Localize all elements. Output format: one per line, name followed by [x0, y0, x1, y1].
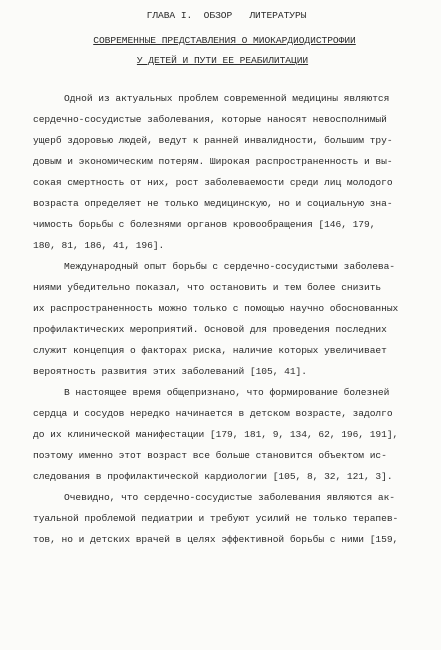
body-line: 180, 81, 186, 41, 196].	[33, 240, 165, 251]
body-line: Международный опыт борьбы с сердечно-сосудистыми заболева-	[64, 261, 396, 272]
chapter-heading: ГЛАВА I. ОБЗОР ЛИТЕРАТУРЫ	[146, 10, 307, 21]
body-line: Одной из актуальных проблем современной медицины являются	[64, 93, 390, 104]
body-line: профилактических мероприятий. Основой для проведения последних	[33, 324, 387, 335]
body-line: следования в профилактической кардиологии [105, 8, 32, 121, 3].	[33, 471, 393, 482]
body-line: сердечно-сосудистые заболевания, которые наносят невосполнимый	[33, 114, 387, 125]
section-title-line-1: СОВРЕМЕННЫЕ ПРЕДСТАВЛЕНИЯ О МИОКАРДИОДИСТРОФИИ	[93, 35, 356, 46]
body-line: Очевидно, что сердечно-сосудистые заболевания являются ак-	[64, 492, 396, 503]
body-line: В настоящее время общепризнано, что формирование болезней	[64, 387, 390, 398]
body-line: ниями убедительно показал, что остановить и тем более снизить	[33, 282, 382, 293]
section-title-line-2: У ДЕТЕЙ И ПУТИ ЕЕ РЕАБИЛИТАЦИИ	[136, 55, 309, 66]
body-line: поэтому именно этот возраст все больше становится объектом ис-	[33, 450, 387, 461]
body-line: ущерб здоровью людей, ведут к ранней инвалидности, большим тру-	[33, 135, 393, 146]
body-line: туальной проблемой педиатрии и требуют усилий не только терапев-	[33, 513, 399, 524]
body-line: тов, но и детских врачей в целях эффективной борьбы с ними [159,	[33, 534, 399, 545]
body-line: служит концепция о факторах риска, наличие которых увеличивает	[33, 345, 387, 356]
body-line: их распространенность можно только с помощью научно обоснованных	[33, 303, 399, 314]
body-line: сокая смертность от них, рост заболеваемости среди лиц молодого	[33, 177, 393, 188]
body-line: сердца и сосудов нередко начинается в детском возрасте, задолго	[33, 408, 393, 419]
body-line: довым и экономическим потерям. Широкая распространенность и вы-	[33, 156, 393, 167]
body-line: вероятность развития этих заболеваний [105, 41].	[33, 366, 307, 377]
body-line: возраста определяет не только медицинскую, но и социальную зна-	[33, 198, 393, 209]
body-line: до их клинической манифестации [179, 181, 9, 134, 62, 196, 191],	[33, 429, 399, 440]
body-line: чимость борьбы с болезнями органов кровообращения [146, 179,	[33, 219, 376, 230]
